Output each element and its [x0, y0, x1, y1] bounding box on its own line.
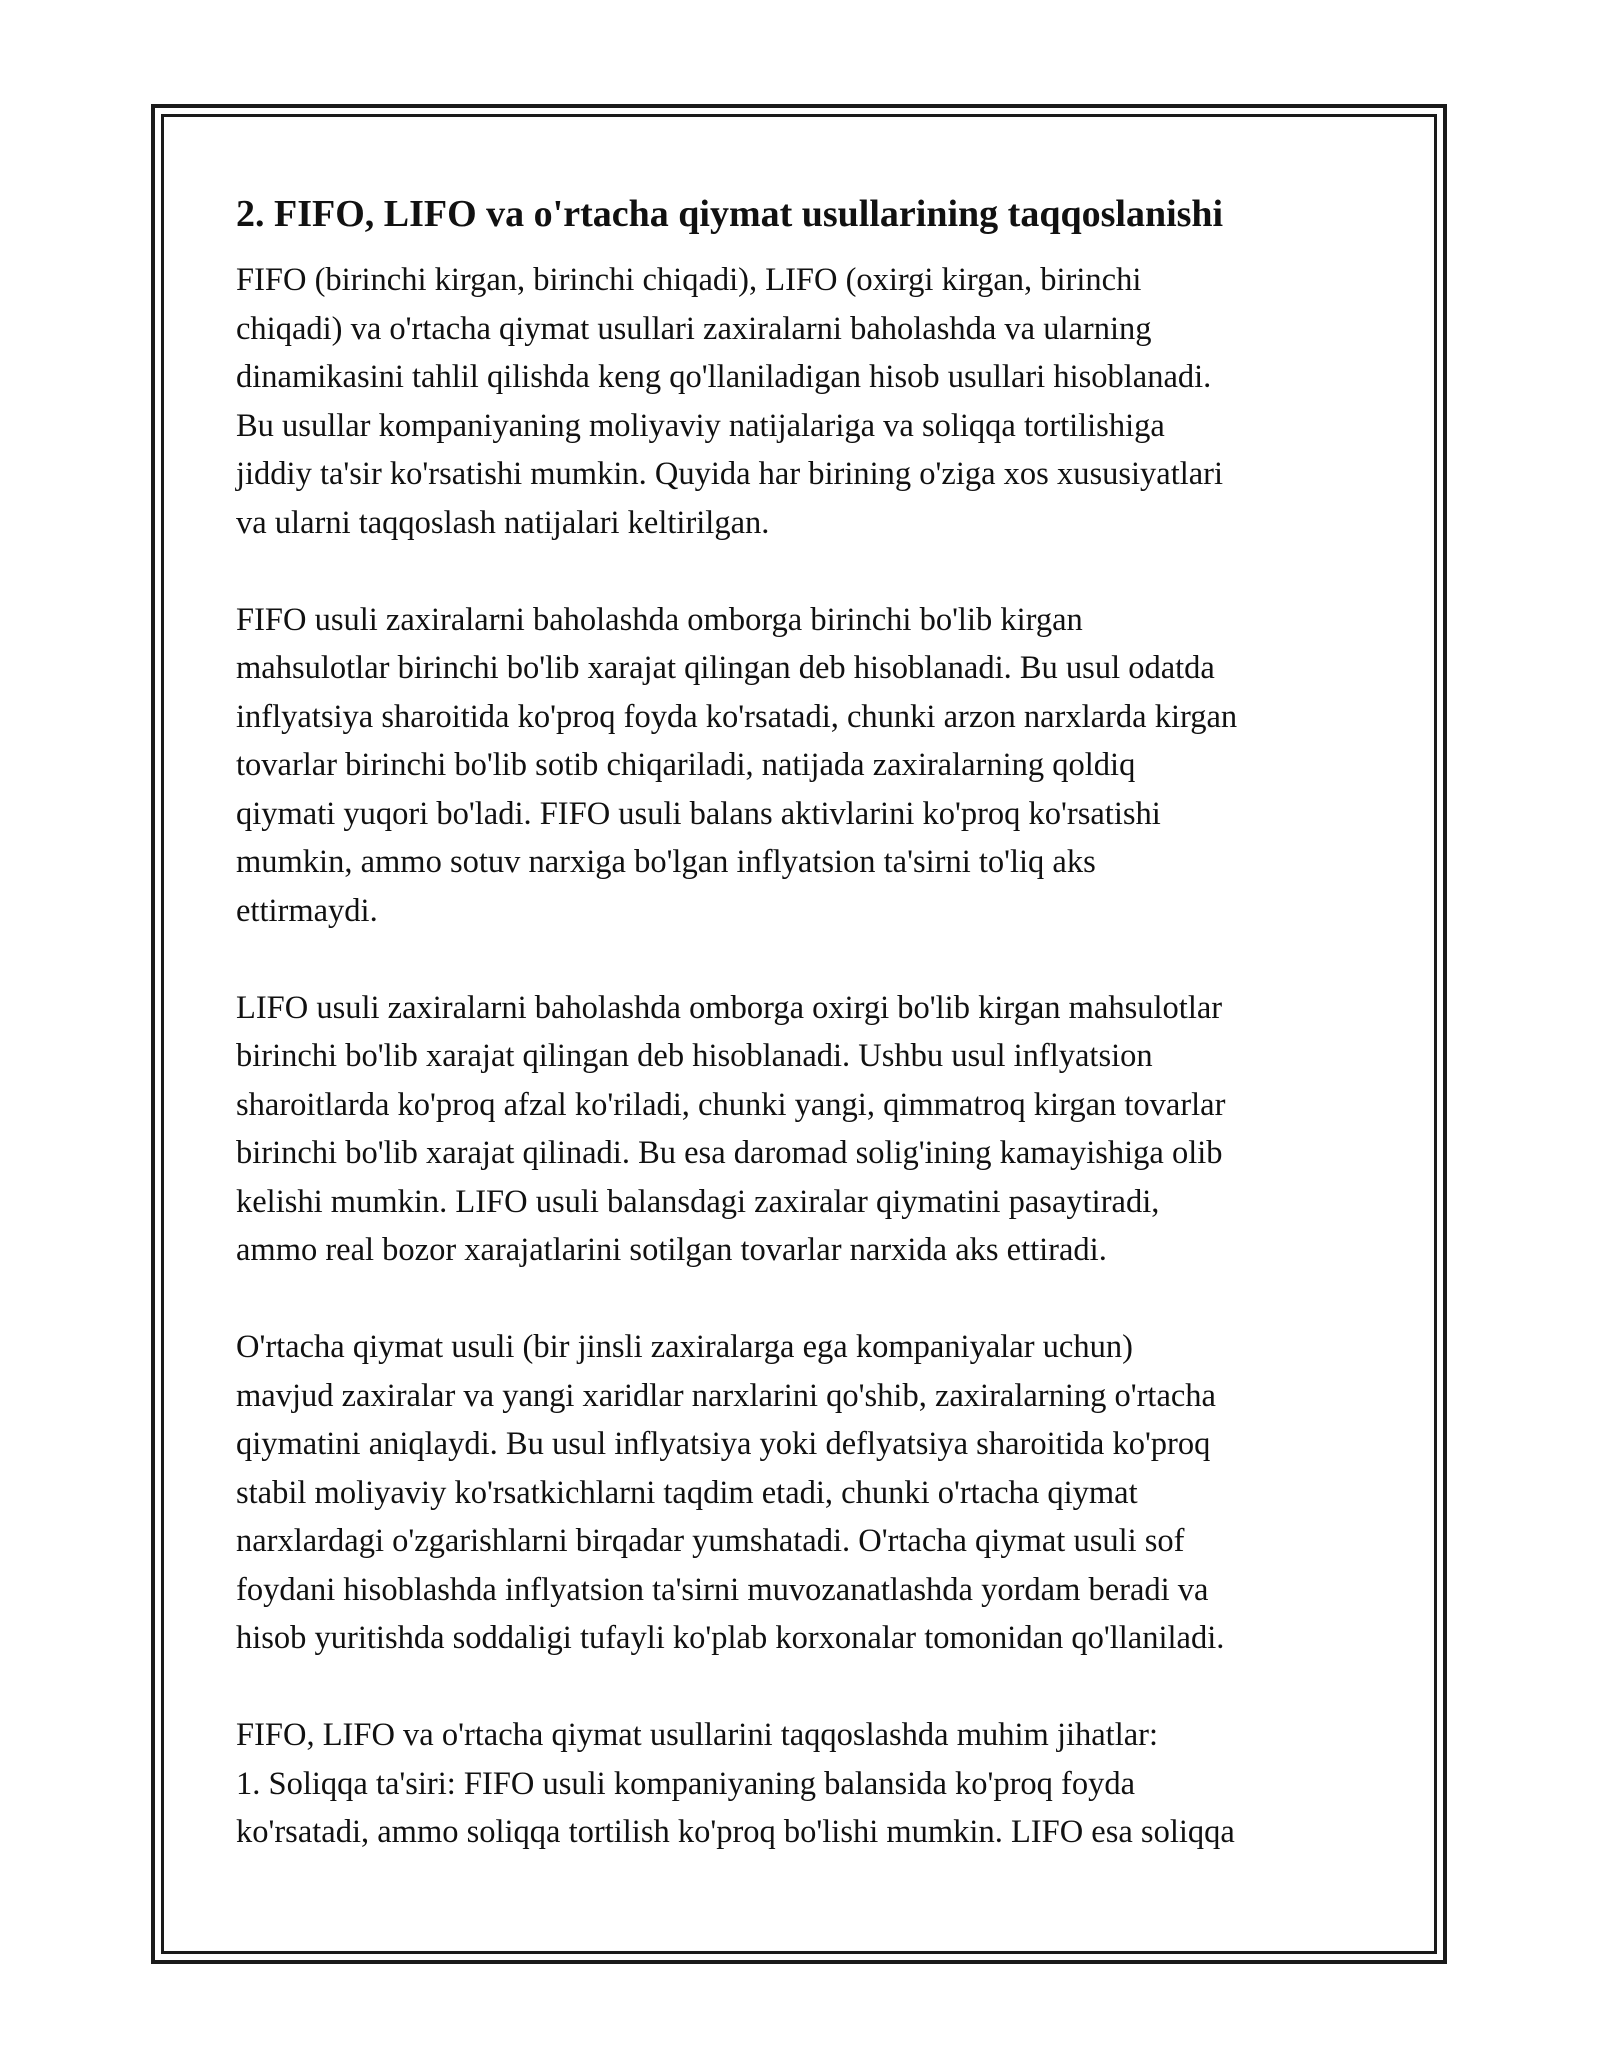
paragraph-lifo: LIFO usuli zaxiralarni baholashda omborga oxirgi bo'lib kirgan mahsulotlar birinchi bo'lib xarajat qilingan deb hisoblanadi. Ushbu usul inflyatsion sharoitlarda ko'proq afzal ko'riladi, chunki yangi, qimmatroq kirgan tovarlar birinchi bo'lib xarajat qilinadi. Bu esa daromad solig'ining kamayishiga olib kelishi mumkin. LIFO usuli balansdagi zaxiralar qiymatini pasaytiradi, ammo real bozor xarajatlarini sotilgan tovarlar narxida aks ettiradi. [236, 989, 1226, 1268]
paragraph-intro: FIFO (birinchi kirgan, birinchi chiqadi), LIFO (oxirgi kirgan, birinchi chiqadi) va o'rtacha qiymat usullari zaxiralarni baholashda va ularning dinamikasini tahlil qilishda keng qo'llaniladigan hisob usullari hisoblanadi. Bu usullar kompaniyaning moliyaviy natijalariga va soliqqa tortilishiga jiddiy ta'sir ko'rsatishi mumkin. Quyida har birining o'ziga xos xususiyatlari va ularni taqqoslash natijalari keltirilgan. [236, 262, 1224, 541]
paragraph-average-cost: O'rtacha qiymat usuli (bir jinsli zaxiralarga ega kompaniyalar uchun) mavjud zaxiralar va yangi xaridlar narxlarini qo'shib, zaxiralarning o'rtacha qiymatini aniqlaydi. Bu usul inflyatsiya yoki deflyatsiya sharoitida ko'proq stabil moliyaviy ko'rsatkichlarni taqdim etadi, chunki o'rtacha qiymat narxlardagi o'zgarishlarni birqadar yumshatadi. O'rtacha qiymat usuli sof foydani hisoblashda inflyatsion ta'sirni muvozanatlashda yordam beradi va hisob yuritishda soddaligi tufayli ko'plab korxonalar tomonidan qo'llaniladi. [236, 1329, 1225, 1656]
paragraph-fifo: FIFO usuli zaxiralarni baholashda omborga birinchi bo'lib kirgan mahsulotlar birinchi bo'lib xarajat qilingan deb hisoblanadi. Bu usul odatda inflyatsiya sharoitida ko'proq foyda ko'rsatadi, chunki arzon narxlarda kirgan tovarlar birinchi bo'lib sotib chiqariladi, natijada zaxiralarning qoldiq qiymati yuqori bo'ladi. FIFO usuli balans aktivlarini ko'proq ko'rsatishi mumkin, ammo sotuv narxiga bo'lgan inflyatsion ta'sirni to'liq aks ettirmaydi. [236, 601, 1238, 929]
document-body [236, 186, 1376, 1857]
paragraph-comparison: FIFO, LIFO va o'rtacha qiymat usullarini taqqoslashda muhim jihatlar: 1. Soliqqa ta'siri: FIFO usuli kompaniyaning balansida ko'proq foyda ko'rsatadi, ammo soliqqa tortilish ko'proq bo'lishi mumkin. LIFO esa soliqqa [236, 1717, 1235, 1850]
section-heading: 2. FIFO, LIFO va o'rtacha qiymat usullarining taqqoslanishi [236, 193, 1224, 235]
